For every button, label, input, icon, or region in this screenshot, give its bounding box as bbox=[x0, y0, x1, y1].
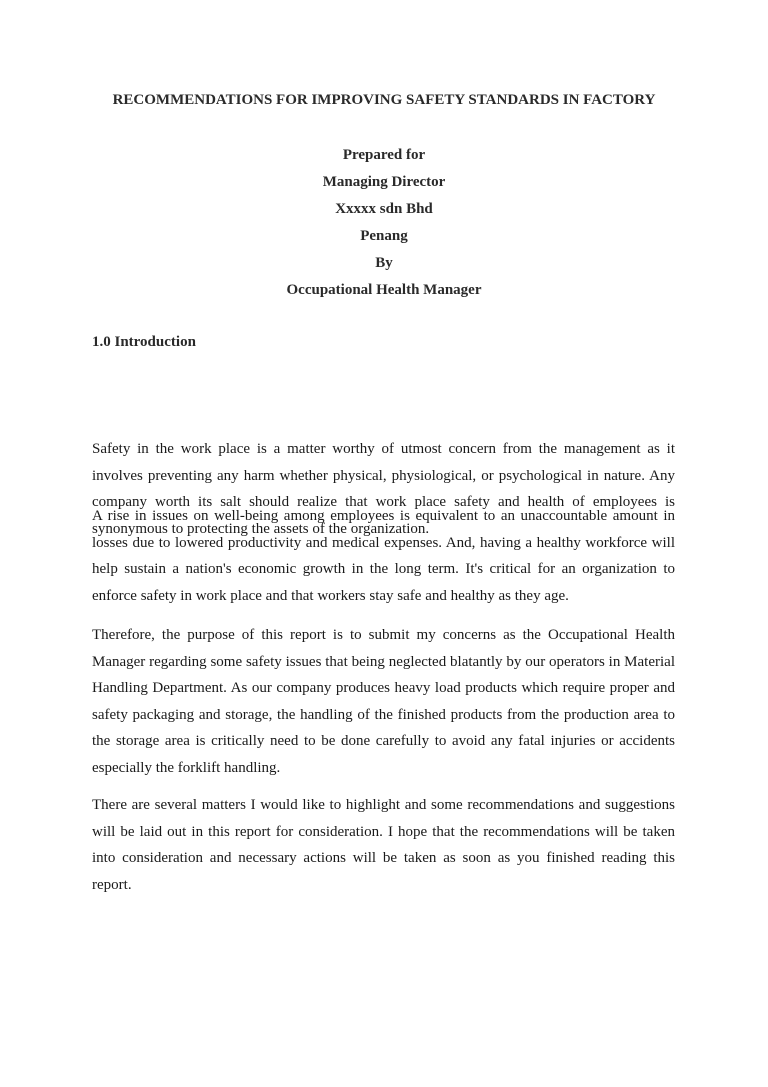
section-heading-introduction: 1.0 Introduction bbox=[92, 334, 196, 350]
paragraph: Therefore, the purpose of this report is to submit my concerns as the Occupational Health Manager regarding some safety issues that being neglected blatantly by our operators in Material Handling Department. As our company produces heavy load products which require proper and safety packaging and storage, the handling of the finished products from the production area to the storage area is critically need to be done carefully to avoid any fatal injuries or accidents especially the forklift handling. bbox=[92, 627, 675, 776]
company-name: Xxxxx sdn Bhd bbox=[335, 201, 433, 217]
recipient-title: Managing Director bbox=[322, 174, 446, 190]
by-label: By bbox=[375, 255, 393, 271]
author-title: Occupational Health Manager bbox=[286, 282, 482, 298]
prepared-for-label: Prepared for bbox=[342, 147, 426, 163]
paragraph: A rise in issues on well-being among employees is equivalent to an unaccountable amount in losses due to lowered productivity and medical expenses. And, having a healthy workforce will help sustain a nation's economic growth in the long term. It's critical for an organization to enforce safety in work place and that workers stay safe and healthy as they age. bbox=[92, 508, 675, 604]
document-title: RECOMMENDATIONS FOR IMPROVING SAFETY STANDARDS IN FACTORY bbox=[112, 92, 656, 108]
paragraph: Safety in the work place is a matter worthy of utmost concern from the management as it involves preventing any harm whether physical, physiological, or psychological in nature. Any company worth its salt should realize that work place safety and health of employees is synonymous to protecting the assets of the organization. bbox=[92, 441, 675, 537]
cover-block bbox=[0, 146, 768, 308]
paragraph: There are several matters I would like to highlight and some recommendations and suggestions will be laid out in this report for consideration. I hope that the recommendations will be taken into consideration and necessary actions will be taken as soon as you finished reading this report. bbox=[92, 797, 675, 893]
location: Penang bbox=[360, 228, 408, 244]
